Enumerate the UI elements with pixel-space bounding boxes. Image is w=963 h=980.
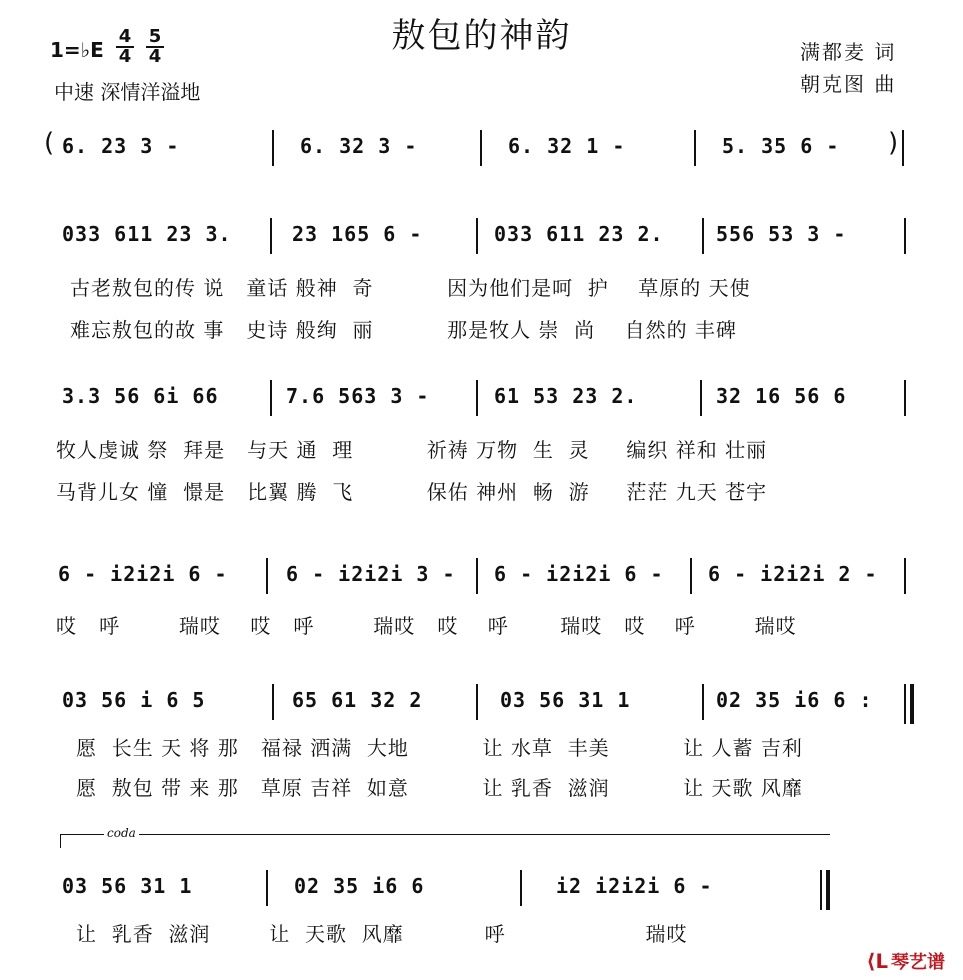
measure: 02 35 i6 6 : [716, 688, 873, 712]
measure: 6. 23 3 - [62, 134, 180, 158]
staff-line-5 [0, 684, 963, 724]
measure: 6. 32 1 - [508, 134, 626, 158]
lyrics-verse-2: 难忘敖包的故 事 史诗 般绚 丽 那是牧人 崇 尚 自然的 丰碑 [70, 318, 737, 342]
measure: 6 - i2i2i 6 - [58, 562, 228, 586]
song-title: 敖包的神韵 [391, 16, 572, 56]
measure: 556 53 3 - [716, 222, 847, 246]
lyrics-verse-1: 牧人虔诚 祭 拜是 与天 通 理 祈祷 万物 生 灵 编织 祥和 壮丽 [56, 438, 768, 462]
tempo-marking: 中速 深情洋溢地 [54, 80, 201, 104]
measure: 32 16 56 6 [716, 384, 847, 408]
measure: 033 611 23 2. [494, 222, 664, 246]
site-logo: ⟨ᒪ 琴艺谱 [866, 949, 945, 973]
measure: 6 - i2i2i 3 - [286, 562, 456, 586]
lyrics-refrain: 哎 呼 瑞哎 哎 呼 瑞哎 哎 呼 瑞哎 哎 呼 瑞哎 [56, 614, 797, 638]
staff-line-1: ( 6. 23 3 - 6. 32 3 - 6. 32 1 - 5. 35 6 - ) [0, 130, 963, 170]
measure: 5. 35 6 - [722, 134, 840, 158]
staff-line-6 [0, 870, 963, 910]
staff-line-3 [0, 380, 963, 420]
measure: 3.3 56 6i 66 [62, 384, 219, 408]
measure: 02 35 i6 6 [294, 874, 425, 898]
coda-line [60, 834, 830, 835]
measure: 03 56 31 1 [62, 874, 193, 898]
logo-icon: ⟨ᒪ [866, 949, 888, 973]
lyrics-verse-2: 马背儿女 憧 憬是 比翼 腾 飞 保佑 神州 畅 游 茫茫 九天 苍宇 [56, 480, 768, 504]
key-signature: 1=♭E [50, 38, 104, 62]
measure: i2 i2i2i 6 - [556, 874, 713, 898]
measure: 6 - i2i2i 2 - [708, 562, 878, 586]
lyrics-coda: 让 乳香 滋润 让 天歌 风靡 呼 瑞哎 [76, 922, 688, 946]
lyricist: 满都麦 词 [800, 40, 897, 64]
measure: 65 61 32 2 [292, 688, 423, 712]
lyrics-verse-2: 愿 敖包 带 来 那 草原 吉祥 如意 让 乳香 滋润 让 天歌 风靡 [76, 776, 803, 800]
coda-label: coda [104, 826, 139, 840]
measure: 23 165 6 - [292, 222, 423, 246]
staff-line-4 [0, 558, 963, 598]
measure: 03 56 31 1 [500, 688, 631, 712]
measure: 03 56 i 6 5 [62, 688, 206, 712]
time-signature-2: 5 4 [146, 28, 164, 66]
lyrics-verse-1: 愿 长生 天 将 那 福禄 洒满 大地 让 水草 丰美 让 人蓄 吉利 [76, 736, 803, 760]
measure: 6. 32 3 - [300, 134, 418, 158]
time-signature-1: 4 4 [116, 28, 134, 66]
measure: 7.6 563 3 - [286, 384, 430, 408]
composer: 朝克图 曲 [800, 72, 897, 96]
measure: 6 - i2i2i 6 - [494, 562, 664, 586]
measure: 61 53 23 2. [494, 384, 638, 408]
lyrics-verse-1: 古老敖包的传 说 童话 般神 奇 因为他们是呵 护 草原的 天使 [70, 276, 751, 300]
measure: 033 611 23 3. [62, 222, 232, 246]
staff-line-2 [0, 218, 963, 258]
